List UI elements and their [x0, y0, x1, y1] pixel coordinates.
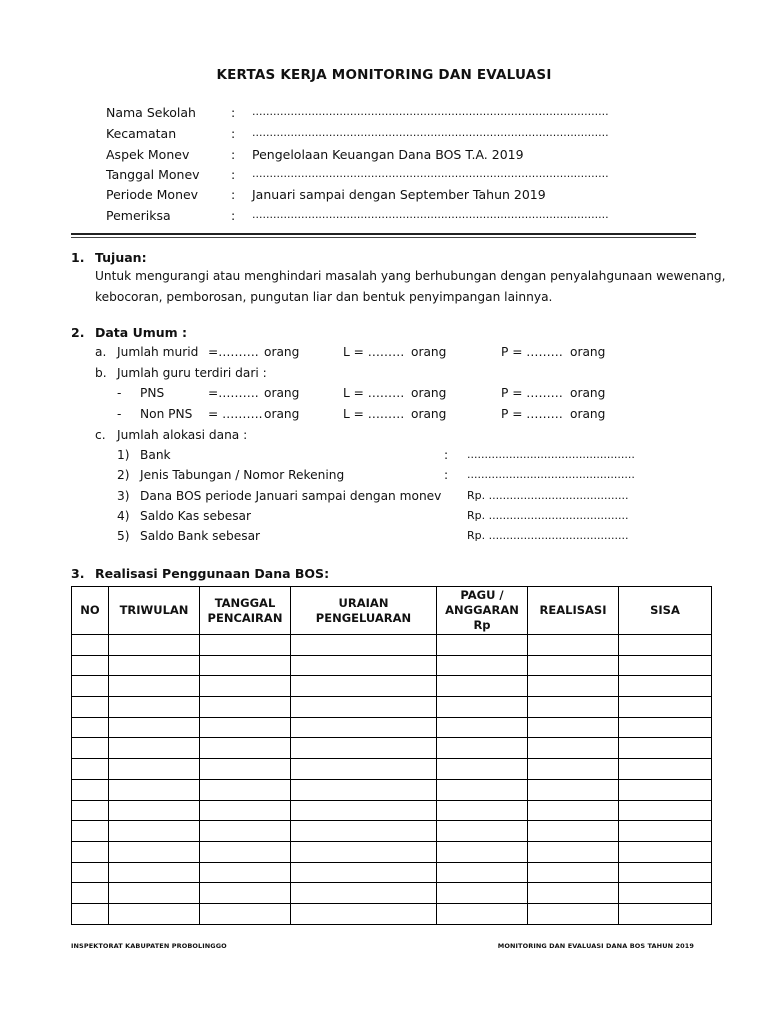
table-cell[interactable]: [291, 883, 437, 904]
table-cell[interactable]: [291, 821, 437, 842]
table-cell[interactable]: [437, 676, 528, 697]
table-cell[interactable]: [437, 655, 528, 676]
table-header-row: [72, 587, 712, 635]
table-cell[interactable]: [109, 841, 200, 862]
table-cell[interactable]: [437, 738, 528, 759]
sub-item-value: ................................................: [467, 468, 635, 481]
column-header-no: NO: [72, 587, 109, 635]
table-cell[interactable]: [291, 717, 437, 738]
item-marker: a.: [95, 345, 107, 359]
unit-label: orang: [411, 345, 447, 359]
table-cell[interactable]: [72, 862, 109, 883]
info-sep: :: [231, 126, 236, 141]
table-cell[interactable]: [72, 821, 109, 842]
table-cell[interactable]: [291, 759, 437, 780]
unit-label: orang: [411, 386, 447, 400]
info-sep: :: [231, 208, 236, 223]
sub-item-number: 5): [117, 529, 130, 543]
table-cell[interactable]: [291, 841, 437, 862]
unit-label: orang: [264, 407, 300, 421]
sub-item-label: Saldo Kas sebesar: [140, 509, 252, 523]
sub-item-number: 2): [117, 468, 130, 482]
pns-label: PNS: [140, 386, 165, 400]
table-cell[interactable]: [72, 655, 109, 676]
table-cell[interactable]: [437, 821, 528, 842]
info-sep: :: [231, 105, 236, 120]
table-cell[interactable]: [109, 697, 200, 718]
table-cell[interactable]: [619, 862, 712, 883]
table-cell[interactable]: [109, 800, 200, 821]
table-cell[interactable]: [437, 759, 528, 780]
table-cell[interactable]: [72, 697, 109, 718]
column-header-tanggal: TANGGAL PENCAIRAN: [200, 587, 291, 635]
table-cell[interactable]: [437, 697, 528, 718]
table-cell[interactable]: [72, 883, 109, 904]
table-cell[interactable]: [200, 883, 291, 904]
column-header-sisa: SISA: [619, 587, 712, 635]
info-label: Nama Sekolah: [106, 105, 196, 120]
unit-label: orang: [264, 345, 300, 359]
table-cell[interactable]: [291, 655, 437, 676]
document-title: KERTAS KERJA MONITORING DAN EVALUASI: [216, 67, 552, 83]
table-cell[interactable]: [437, 800, 528, 821]
column-header-triwulan: TRIWULAN: [109, 587, 200, 635]
divider-thin: [71, 237, 696, 238]
table-cell[interactable]: [200, 635, 291, 656]
table-cell[interactable]: [72, 738, 109, 759]
table-cell[interactable]: [528, 717, 619, 738]
table-cell[interactable]: [528, 821, 619, 842]
info-label: Periode Monev: [106, 187, 199, 202]
column-header-pagu: PAGU / ANGGARAN Rp: [437, 587, 528, 635]
table-row: [72, 883, 712, 904]
sub-item-label: Saldo Bank sebesar: [140, 529, 261, 543]
table-cell[interactable]: [528, 862, 619, 883]
table-cell[interactable]: [528, 676, 619, 697]
pns-total: =……….: [208, 386, 259, 400]
table-cell[interactable]: [72, 779, 109, 800]
unit-label: orang: [570, 407, 606, 421]
table-cell[interactable]: [528, 883, 619, 904]
alokasi-label: Jumlah alokasi dana :: [117, 428, 248, 442]
table-cell[interactable]: [619, 738, 712, 759]
table-cell[interactable]: [528, 738, 619, 759]
guru-label: Jumlah guru terdiri dari :: [117, 366, 267, 380]
nonpns-label: Non PNS: [140, 407, 193, 421]
unit-label: orang: [411, 407, 447, 421]
table-cell[interactable]: [72, 800, 109, 821]
table-cell[interactable]: [619, 903, 712, 924]
table-cell[interactable]: [109, 821, 200, 842]
sub-item-value: Rp. ........................................: [467, 509, 629, 522]
table-row: [72, 903, 712, 924]
table-row: [72, 759, 712, 780]
table-cell[interactable]: [200, 697, 291, 718]
info-sep: :: [231, 187, 236, 202]
table-cell[interactable]: [109, 635, 200, 656]
table-cell[interactable]: [200, 841, 291, 862]
table-cell[interactable]: [437, 883, 528, 904]
item-marker: b.: [95, 366, 107, 380]
table-cell[interactable]: [528, 759, 619, 780]
table-row: [72, 841, 712, 862]
table-cell[interactable]: [200, 717, 291, 738]
sub-item-label: Dana BOS periode Januari sampai dengan monev: [140, 489, 442, 503]
table-cell[interactable]: [619, 883, 712, 904]
table-cell[interactable]: [291, 862, 437, 883]
table-cell[interactable]: [437, 635, 528, 656]
table-cell[interactable]: [72, 635, 109, 656]
realisasi-table: [71, 586, 712, 925]
murid-label: Jumlah murid: [117, 345, 199, 359]
table-cell[interactable]: [437, 779, 528, 800]
table-cell[interactable]: [200, 676, 291, 697]
table-cell[interactable]: [72, 717, 109, 738]
table-cell[interactable]: [109, 738, 200, 759]
nonpns-female: P = ………: [501, 407, 563, 421]
unit-label: orang: [570, 345, 606, 359]
info-label: Aspek Monev: [106, 147, 190, 162]
sub-item-sep: :: [444, 448, 449, 462]
sub-item-number: 1): [117, 448, 130, 462]
table-cell[interactable]: [200, 903, 291, 924]
table-cell[interactable]: [619, 655, 712, 676]
table-cell[interactable]: [72, 759, 109, 780]
table-cell[interactable]: [619, 635, 712, 656]
table-cell[interactable]: [619, 800, 712, 821]
table-cell[interactable]: [291, 676, 437, 697]
murid-female: P = ………: [501, 345, 563, 359]
table-row: [72, 655, 712, 676]
table-cell[interactable]: [109, 655, 200, 676]
info-label: Tanggal Monev: [106, 167, 200, 182]
table-cell[interactable]: [109, 779, 200, 800]
table-cell[interactable]: [109, 717, 200, 738]
table-cell[interactable]: [291, 779, 437, 800]
table-row: [72, 676, 712, 697]
table-cell[interactable]: [200, 779, 291, 800]
table-cell[interactable]: [200, 821, 291, 842]
table-cell[interactable]: [200, 738, 291, 759]
pns-female: P = ………: [501, 386, 563, 400]
section-number: 1.: [71, 250, 85, 265]
table-cell[interactable]: [291, 697, 437, 718]
table-cell[interactable]: [291, 800, 437, 821]
murid-total: =……….: [208, 345, 259, 359]
table-cell[interactable]: [437, 841, 528, 862]
table-cell[interactable]: [619, 779, 712, 800]
table-row: [72, 717, 712, 738]
sub-item-value: ................................................: [467, 448, 635, 461]
info-value: Januari sampai dengan September Tahun 2019: [252, 187, 546, 202]
table-cell[interactable]: [109, 676, 200, 697]
table-cell[interactable]: [619, 821, 712, 842]
table-cell[interactable]: [528, 800, 619, 821]
pns-male: L = ………: [343, 386, 405, 400]
info-value: ......................................................................................................: [252, 167, 609, 180]
sub-item-number: 4): [117, 509, 130, 523]
section-number: 3.: [71, 566, 85, 581]
info-sep: :: [231, 167, 236, 182]
info-label: Pemeriksa: [106, 208, 171, 223]
nonpns-male: L = ………: [343, 407, 405, 421]
sub-item-value: Rp. ........................................: [467, 529, 629, 542]
table-row: [72, 779, 712, 800]
table-cell[interactable]: [200, 800, 291, 821]
table-cell[interactable]: [528, 779, 619, 800]
murid-male: L = ………: [343, 345, 405, 359]
table-cell[interactable]: [291, 738, 437, 759]
table-row: [72, 635, 712, 656]
section-title-realisasi: Realisasi Penggunaan Dana BOS:: [95, 566, 330, 581]
sub-item-label: Jenis Tabungan / Nomor Rekening: [140, 468, 345, 482]
unit-label: orang: [264, 386, 300, 400]
table-cell[interactable]: [528, 903, 619, 924]
column-header-uraian: URAIAN PENGELUARAN: [291, 587, 437, 635]
table-cell[interactable]: [291, 635, 437, 656]
footer-left: INSPEKTORAT KABUPATEN PROBOLINGGO: [71, 942, 227, 950]
table-cell[interactable]: [109, 903, 200, 924]
table-row: [72, 862, 712, 883]
info-value: ......................................................................................................: [252, 105, 609, 118]
table-cell[interactable]: [619, 717, 712, 738]
section-number: 2.: [71, 325, 85, 340]
item-marker: -: [117, 407, 122, 421]
table-body: [72, 635, 712, 925]
info-value: ......................................................................................................: [252, 208, 609, 221]
sub-item-label: Bank: [140, 448, 171, 462]
table-cell[interactable]: [109, 759, 200, 780]
footer-right: MONITORING DAN EVALUASI DANA BOS TAHUN 2019: [497, 942, 694, 950]
table-cell[interactable]: [619, 697, 712, 718]
info-value: ......................................................................................................: [252, 126, 609, 139]
table-cell[interactable]: [200, 862, 291, 883]
table-row: [72, 821, 712, 842]
sub-item-number: 3): [117, 489, 130, 503]
table-cell[interactable]: [619, 676, 712, 697]
table-cell[interactable]: [437, 903, 528, 924]
table-row: [72, 800, 712, 821]
table-cell[interactable]: [437, 862, 528, 883]
table-cell[interactable]: [528, 655, 619, 676]
info-value: Pengelolaan Keuangan Dana BOS T.A. 2019: [252, 147, 524, 162]
table-cell[interactable]: [72, 676, 109, 697]
table-cell[interactable]: [619, 759, 712, 780]
tujuan-text-line2: kebocoran, pemborosan, pungutan liar dan bentuk penyimpangan lainnya.: [95, 290, 553, 304]
sub-item-sep: :: [444, 468, 449, 482]
table-cell[interactable]: [619, 841, 712, 862]
table-row: [72, 738, 712, 759]
table-cell[interactable]: [437, 717, 528, 738]
unit-label: orang: [570, 386, 606, 400]
item-marker: -: [117, 386, 122, 400]
table-cell[interactable]: [200, 759, 291, 780]
divider-thick: [71, 233, 696, 235]
sub-item-value: Rp. ........................................: [467, 489, 629, 502]
table-cell[interactable]: [528, 841, 619, 862]
column-header-realisasi: REALISASI: [528, 587, 619, 635]
table-row: [72, 697, 712, 718]
table-cell[interactable]: [528, 635, 619, 656]
table-cell[interactable]: [291, 903, 437, 924]
nonpns-total: = ……….: [208, 407, 263, 421]
table-cell[interactable]: [72, 903, 109, 924]
table-cell[interactable]: [72, 841, 109, 862]
info-sep: :: [231, 147, 236, 162]
table-cell[interactable]: [528, 697, 619, 718]
section-title-tujuan: Tujuan:: [95, 250, 147, 265]
table-cell[interactable]: [109, 862, 200, 883]
section-title-data-umum: Data Umum :: [95, 325, 188, 340]
item-marker: c.: [95, 428, 106, 442]
table-cell[interactable]: [200, 655, 291, 676]
tujuan-text-line1: Untuk mengurangi atau menghindari masalah yang berhubungan dengan penyalahgunaan wewenang,: [95, 269, 726, 283]
info-label: Kecamatan: [106, 126, 177, 141]
table-cell[interactable]: [109, 883, 200, 904]
